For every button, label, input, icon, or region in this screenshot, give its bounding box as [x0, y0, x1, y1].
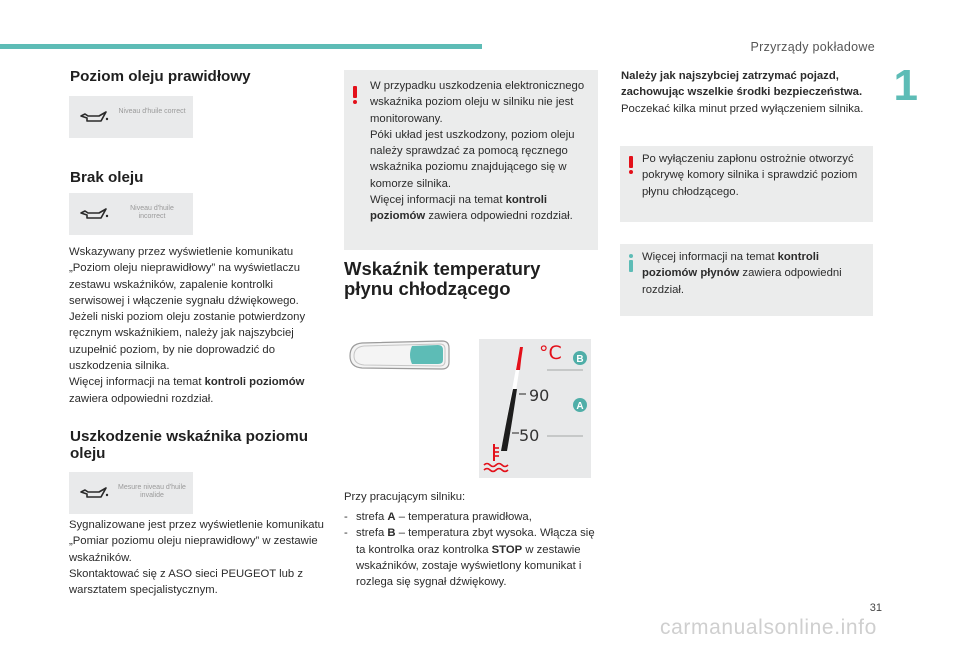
- warning-box-oil-sensor: [344, 70, 598, 250]
- info-box-fluid-levels: [620, 244, 873, 316]
- text-line: Wskazywany przez wyświetlenie komunikatu „Poziom oleju nieprawidłowy” na wyświetlaczu zestawu wskaźników, zapalenie kontrolki serwisowej i włączenie sygnału dźwiękowego.: [69, 246, 301, 307]
- oil-can-icon: [79, 484, 109, 502]
- paragraph-sensor-fault: [69, 517, 331, 598]
- warning-text: [370, 78, 592, 225]
- display-panel-oil-correct: [69, 96, 193, 138]
- oil-can-icon: [79, 205, 109, 223]
- warning-box-coolant-check: [620, 146, 873, 222]
- gauge-mark-90: 90: [529, 386, 550, 405]
- bold-term: kontroli poziomów: [370, 194, 548, 223]
- heading-coolant-temperature: Wskaźnik temperatury płynu chłodzącego: [344, 258, 541, 299]
- display-panel-oil-incorrect: [69, 193, 193, 235]
- list-item: - strefa A – temperatura prawidłowa,: [344, 509, 602, 525]
- coolant-gauge-graphic: [479, 339, 591, 478]
- section-title: Przyrządy pokładowe: [750, 40, 875, 54]
- text-line: W przypadku uszkodzenia elektronicznego wskaźnika poziom oleju w silniku nie jest monitorowany.: [370, 80, 585, 125]
- bold-term: kontroli poziomów płynów: [642, 251, 820, 280]
- text-line: Skontaktować się z ASO sieci PEUGEOT lub z warsztatem specjalistycznym.: [69, 567, 303, 597]
- text-line: Sygnalizowane jest przez wyświetlenie komunikatu „Pomiar poziomu oleju nieprawidłowy” w zestawie wskaźników.: [69, 519, 324, 564]
- text-line: Więcej informacji na temat kontroli poziomów zawiera odpowiedni rozdział.: [69, 376, 305, 405]
- list-item: - strefa B – temperatura zbyt wysoka. Włącza się ta kontrolka oraz kontrolka STOP w zestawie wskaźników, zostaje wyświetlony komunikat i rozlega się sygnał dźwiękowy.: [344, 525, 602, 590]
- text-line: Jeżeli niski poziom oleju zostanie potwierdzony ręcznym wskaźnikiem, należy jak najszybciej uzupełnić poziom, by nie doprowadzić do uszkodzenia silnika.: [69, 311, 306, 373]
- bold-term: B: [387, 527, 396, 540]
- temperature-unit: °C: [539, 342, 562, 364]
- bold-term: A: [387, 511, 396, 523]
- warning-icon: [629, 156, 634, 174]
- page-number: 31: [869, 602, 882, 614]
- panel-message: Niveau d'huile correct: [118, 108, 186, 115]
- bold-term: kontroli poziomów: [204, 376, 305, 389]
- text-line: Poczekać kilka minut przed wyłączeniem silnika.: [621, 102, 864, 115]
- bold-term: STOP: [491, 543, 523, 556]
- oil-can-icon: [79, 108, 109, 126]
- engine-running-intro: Przy pracującym silniku:: [344, 491, 466, 503]
- bold-instruction: Należy jak najszybciej zatrzymać pojazd, zachowując wszelkie środki bezpieczeństwa.: [621, 70, 863, 99]
- warning-text: Po wyłączeniu zapłonu ostrożnie otworzyć pokrywę komory silnika i sprawdzić poziom płynu chłodzącego.: [642, 153, 858, 198]
- text-line: Więcej informacji na temat kontroli poziomów zawiera odpowiedni rozdział.: [370, 194, 573, 223]
- heading-oil-sensor-fault: Uszkodzenie wskaźnika poziomu oleju: [70, 428, 308, 462]
- paragraph-no-oil: [69, 244, 331, 407]
- heading-oil-level-correct: Poziom oleju prawidłowy: [70, 68, 251, 85]
- header-accent-bar: [0, 44, 482, 49]
- panel-message: Mesure niveau d'huile invalide: [118, 484, 186, 499]
- zone-a-label: A: [576, 401, 584, 412]
- chapter-number: 1: [893, 61, 918, 110]
- info-icon: [629, 254, 634, 272]
- warning-icon: [353, 86, 358, 104]
- instrument-display-illustration: [346, 338, 452, 372]
- heading-no-oil: Brak oleju: [70, 169, 144, 186]
- coolant-gauge: [479, 339, 591, 478]
- display-panel-oil-invalid: [69, 472, 193, 514]
- watermark: carmanualsonline.info: [660, 616, 877, 639]
- panel-message: Niveau d'huile incorrect: [130, 205, 174, 220]
- info-text: Więcej informacji na temat kontroli poziomów płynów zawiera odpowiedni rozdział.: [642, 251, 842, 296]
- text-line: Póki układ jest uszkodzony, poziom oleju należy sprawdzać za pomocą ręcznego wskaźnika poziomu znajdującego się w komorze silnika.: [370, 128, 575, 190]
- zone-b-label: B: [576, 354, 584, 365]
- coolant-zones-list: [344, 509, 602, 590]
- gauge-mark-50: 50: [519, 426, 540, 445]
- stop-vehicle-instructions: [621, 68, 879, 117]
